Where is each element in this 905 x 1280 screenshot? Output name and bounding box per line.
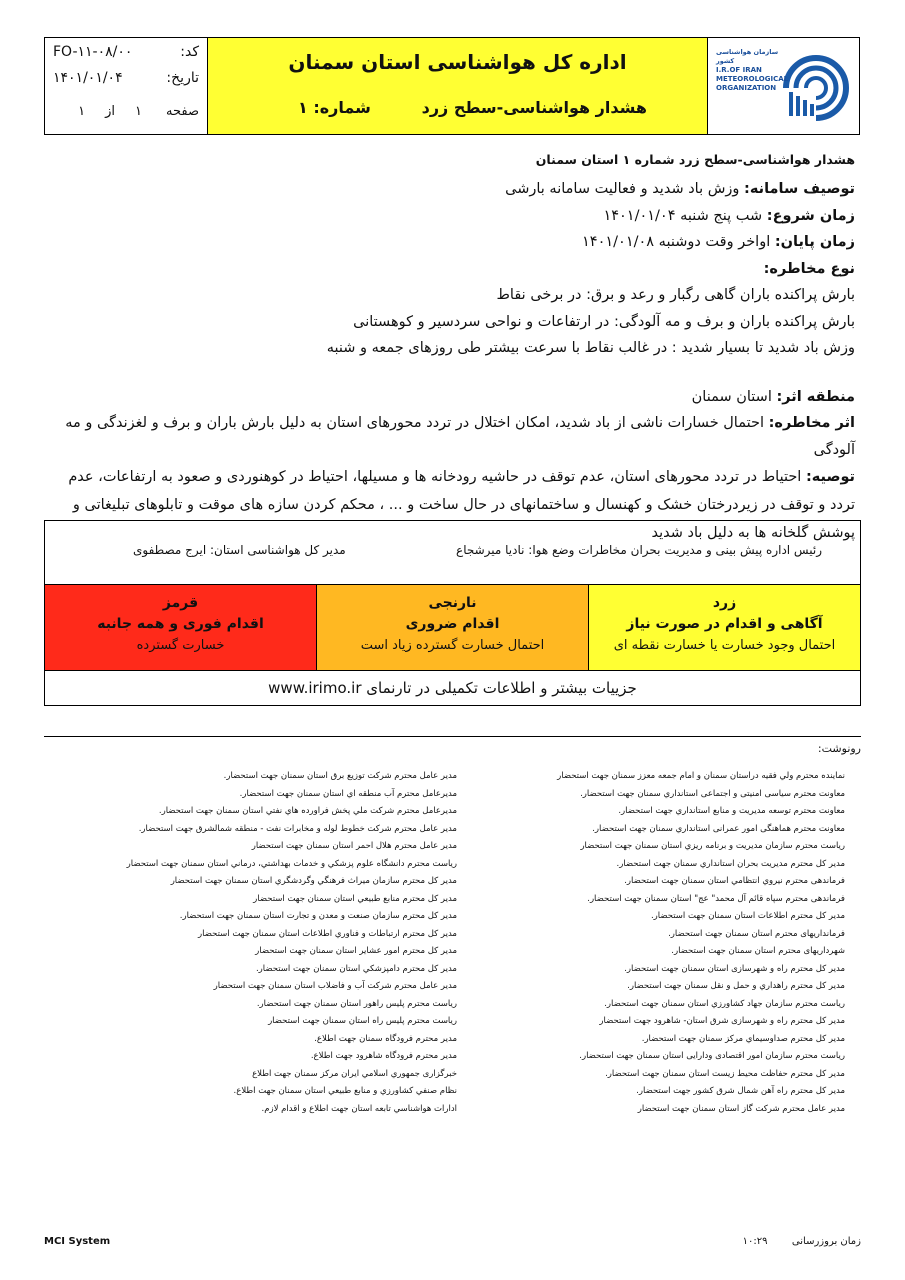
signature-row xyxy=(45,521,860,585)
cc-item: مدير عامل محترم شركت گاز استان سمنان جهت استحضار xyxy=(637,1103,845,1114)
cc-item: رياست محترم دانشگاه علوم پزشكي و خدمات بهداشتي، درماني استان سمنان جهت استحضار xyxy=(126,858,457,869)
cc-item: مدير كل محترم راه آهن شمال شرق كشور جهت استحضار. xyxy=(636,1086,845,1096)
warning-level-table xyxy=(44,520,861,706)
risk-item-3: وزش باد شدید تا بسیار شدید : در غالب نقاط با سرعت بیشتر طی روزهای جمعه و شنبه xyxy=(326,340,855,356)
cc-item: مدير عامل محترم شركت خطوط لوله و مخابرات نفت - منطقه شمالشرق جهت استحضار. xyxy=(138,823,457,834)
cc-list-right xyxy=(557,768,845,1118)
meteorological-organization-logo-icon xyxy=(781,46,851,124)
cc-item: رياست محترم سازمان مديريت و برنامه ريزي استان سمنان جهت استحضار xyxy=(580,841,845,851)
cc-item: مدير محترم فرودگاه شاهرود جهت اطلاع. xyxy=(310,1051,457,1061)
page-current: ۱ xyxy=(135,104,143,119)
cc-item: مدير كل محترم منابع طبيعي استان سمنان جهت استحضار xyxy=(253,893,457,904)
more-info-link[interactable]: جزییات بیشتر و اطلاعات تکمیلی در تارنمای www.irimo.ir xyxy=(268,679,637,697)
page-label: صفحه xyxy=(166,104,199,119)
logo-area xyxy=(707,38,859,134)
date-label: تاریخ: xyxy=(166,70,199,86)
recommendation: توصیه: احتیاط در تردد محورهای استان، عدم توقف در حاشیه رودخانه ها و مسیلها، احتیاط در کوهنوردی و صعود به ارتفاعات، عدم تردد و توقف در زیردرختان خشک و کهنسال و ساختمانهای در حال ساخت و ... ، محکم کردن سازه های موقت و تابلوهای تبلیغاتی و پوشش گلخانه ها به دلیل باد شدید xyxy=(68,469,855,541)
cc-item: مدير كل محترم صداوسيماي مركز سمنان جهت استحضار. xyxy=(641,1033,845,1044)
cc-item: خبرگزاری جمهوري اسلامي ايران مركز سمنان جهت اطلاع xyxy=(252,1068,457,1079)
cc-item: مدير كل محترم دامپزشكي استان سمنان جهت استحضار. xyxy=(255,963,457,974)
code-value: FO-۱۱-۰۸/۰۰ xyxy=(53,44,133,60)
cc-item: مدير كل محترم سازمان ميراث فرهنگي وگردشگري استان سمنان جهت استحضار xyxy=(170,876,457,886)
footer-system: MCI System xyxy=(44,1236,111,1247)
risk-item-1: بارش پراکنده باران گاهی رگبار و رعد و برق: در برخی نقاط xyxy=(496,287,855,303)
cc-item: فرمانداریهای محترم استان سمنان جهت استحضار. xyxy=(668,928,845,939)
cc-item: مدير كل محترم سازمان صنعت و معدن و تجارت استان سمنان جهت استحضار. xyxy=(179,911,457,921)
document-meta xyxy=(45,38,207,134)
cc-item: مدير محترم فرودگاه سمنان جهت اطلاع. xyxy=(314,1033,457,1044)
cc-item: معاونت محترم توسعه مديريت و منابع استانداري جهت استحضار. xyxy=(618,806,845,816)
cc-item: فرماندهی محترم سپاه قائم آل محمد" عج" استان سمنان جهت استحضار. xyxy=(587,893,845,904)
cc-item: مدير كل محترم اطلاعات استان سمنان جهت استحضار. xyxy=(650,911,845,921)
cc-item: فرماندهی محترم نيروي انتظامي استان سمنان جهت استحضار. xyxy=(624,876,845,886)
date-value: ۱۴۰۱/۰۱/۰۴ xyxy=(53,70,123,86)
warning-heading: هشدار هواشناسی-سطح زرد شماره ۱ استان سمنان xyxy=(535,152,855,167)
warning-level-title: هشدار هواشناسی-سطح زرد xyxy=(421,98,647,117)
warning-body xyxy=(49,150,855,547)
page-of: از xyxy=(105,104,116,119)
level-row xyxy=(45,585,860,671)
level-orange: نارنجی اقدام ضروری احتمال خسارت گسترده زیاد است xyxy=(317,585,589,670)
cc-item: رياست محترم سازمان امور اقتصادی ودارایی استان سمنان جهت استحضار. xyxy=(579,1051,845,1061)
cc-item: مديرعامل محترم شرکت ملي پخش فراورده هاي نفتي استان سمنان جهت استحضار. xyxy=(158,806,457,816)
system-description: توصیف سامانه: وزش باد شدید و فعالیت سامانه بارشی xyxy=(505,181,855,197)
risk-effect: اثر مخاطره: احتمال خسارات ناشی از باد شدید، امکان اختلال در تردد محورهای استان به دلیل بارش باران و برف و لغزندگی و مه آلودگی xyxy=(65,415,855,458)
cc-item: رياست محترم سازمان جهاد كشاورزي استان سمنان جهت استحضار. xyxy=(604,998,845,1009)
cc-item: معاونت محترم سیاسی امنیتی و اجتماعی استانداري سمنان جهت استحضار. xyxy=(580,788,845,799)
cc-item: رياست محترم پليس راهور استان سمنان جهت استحضار. xyxy=(256,998,457,1009)
cc-item: مدير كل محترم ارتباطات و فناوري اطلاعات استان سمنان جهت استحضار xyxy=(198,928,457,939)
level-yellow: زرد آگاهی و اقدام در صورت نیاز احتمال وجود خسارت یا خسارت نقطه ای xyxy=(589,585,860,670)
cc-item: مدير كل محترم مديريت بحران استانداري سمنان جهت استحضار. xyxy=(616,858,845,869)
cc-item: مديرعامل محترم آب منطقه اي استان سمنان جهت استحضار. xyxy=(239,788,457,799)
cc-list-left xyxy=(127,768,457,1118)
cc-item: مدير كل محترم حفاظت محيط زيست استان سمنان جهت استحضار. xyxy=(605,1068,845,1079)
cc-item: شهرداریهای محترم استان سمنان جهت استحضار. xyxy=(671,946,845,956)
cc-item: نظام صنفي كشاورزي و منابع طبيعي استان سمنان جهت اطلاع. xyxy=(233,1086,457,1096)
director-signature: مدیر کل هواشناسی استان: ایرج مصطفوی xyxy=(133,543,346,557)
header-title-area xyxy=(207,38,707,134)
affected-area: منطقه اثر: استان سمنان xyxy=(691,388,855,405)
start-time: زمان شروع: شب پنج شنبه ۱۴۰۱/۰۱/۰۴ xyxy=(603,207,855,224)
cc-title: رونوشت: xyxy=(817,742,861,755)
end-time: زمان پایان: اواخر وقت دوشنبه ۱۴۰۱/۰۱/۰۸ xyxy=(582,234,855,250)
cc-item: مدير عامل محترم شركت توزيع برق استان سمنان جهت استحضار. xyxy=(223,771,457,781)
page-total: ۱ xyxy=(78,104,86,119)
level-red: قرمز اقدام فوری و همه جانبه خسارت گسترده xyxy=(45,585,317,670)
cc-item: مدير عامل محترم هلال احمر استان سمنان جهت استحضار xyxy=(251,841,457,851)
document-header xyxy=(44,37,860,135)
organization-title: اداره کل هواشناسی استان سمنان xyxy=(288,50,627,74)
date-row xyxy=(53,70,199,86)
cc-item: مدير كل محترم راه و شهرسازی استان سمنان جهت استحضار. xyxy=(624,963,845,974)
cc-item: رياست محترم پليس راه استان سمنان جهت استحضار xyxy=(268,1016,457,1026)
warning-number: شماره: ۱ xyxy=(298,98,371,117)
cc-item: ادارات هواشناسي تابعه استان جهت اطلاع و اقدام لازم. xyxy=(261,1103,457,1114)
footer-update-time: زمان بروزرسانی ۱۰:۲۹ xyxy=(742,1236,861,1247)
cc-item: مدير عامل محترم شركت آب و فاضلاب استان سمنان جهت استحضار xyxy=(213,981,457,991)
page-row xyxy=(53,104,199,119)
cc-item: مدير كل محترم راهداري و حمل و نقل سمنان جهت استحضار. xyxy=(627,981,845,991)
code-label: کد: xyxy=(180,44,199,60)
forecast-head-signature: رئیس اداره پیش بینی و مدیریت بحران مخاطرات وضع هوا: نادیا میرشجاع xyxy=(456,543,822,557)
risk-item-2: بارش پراکنده باران و برف و مه آلودگی: در ارتفاعات و نواحی سردسیر و کوهستانی xyxy=(353,313,855,330)
code-row xyxy=(53,44,199,60)
cc-item: مدير كل محترم راه و شهرسازی شرق استان- شاهرود جهت استحضار xyxy=(599,1016,845,1026)
divider xyxy=(44,736,861,737)
cc-item: معاونت محترم هماهنگی امور عمرانی استانداري سمنان جهت استحضار. xyxy=(592,823,845,834)
cc-item: نماینده محترم ولي فقيه دراستان سمنان و امام جمعه معزز سمنان جهت استحضار xyxy=(557,771,845,781)
logo-text: سازمان هواشناسی کشور I.R.OF IRAN METEOROLOGICAL ORGANIZATION xyxy=(716,48,789,92)
cc-item: مدير كل محترم امور عشاير استان سمنان جهت استحضار xyxy=(255,946,457,956)
risk-type-label: نوع مخاطره: xyxy=(763,260,855,277)
